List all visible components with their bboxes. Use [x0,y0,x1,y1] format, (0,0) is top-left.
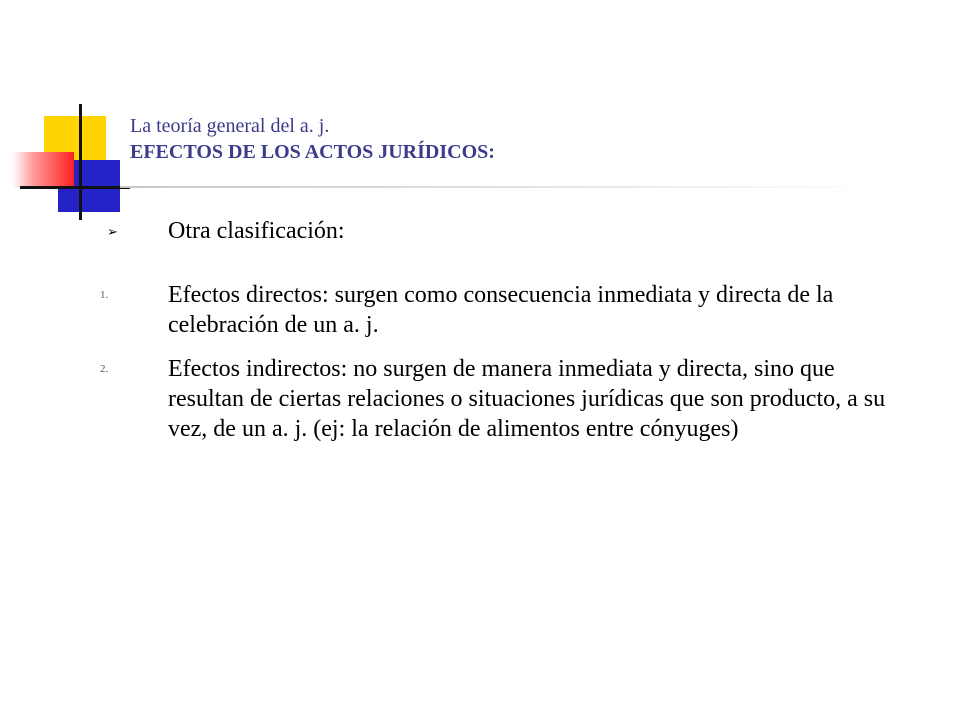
title-line-2: EFECTOS DE LOS ACTOS JURÍDICOS: [130,141,495,163]
title-line-1: La teoría general del a. j. [130,115,330,137]
slide-body [100,216,900,444]
logo-red-square [12,152,74,188]
slide-title [130,113,890,165]
list-item [100,354,900,444]
logo-vertical-line [79,104,82,220]
list-item-text: Efectos directos: surgen como consecuencia inmediata y directa de la celebración de un a. j. [168,282,834,338]
heading-text: Otra clasificación: [168,218,345,244]
list-item-text: Efectos indirectos: no surgen de manera inmediata y directa, sino que resultan de ciertas relaciones o situaciones jurídicas que son producto, a su vez, de un a. j. (ej: la relación de alimentos entre cónyuges) [168,356,886,442]
arrow-bullet-icon: ➢ [107,224,118,239]
title-divider [120,186,880,188]
bullet-heading [100,216,900,246]
list-item [100,280,900,340]
list-marker: 2. [100,363,109,375]
corner-squares-logo [0,0,140,220]
list-marker: 1. [100,289,109,301]
logo-horizontal-line [20,186,130,189]
